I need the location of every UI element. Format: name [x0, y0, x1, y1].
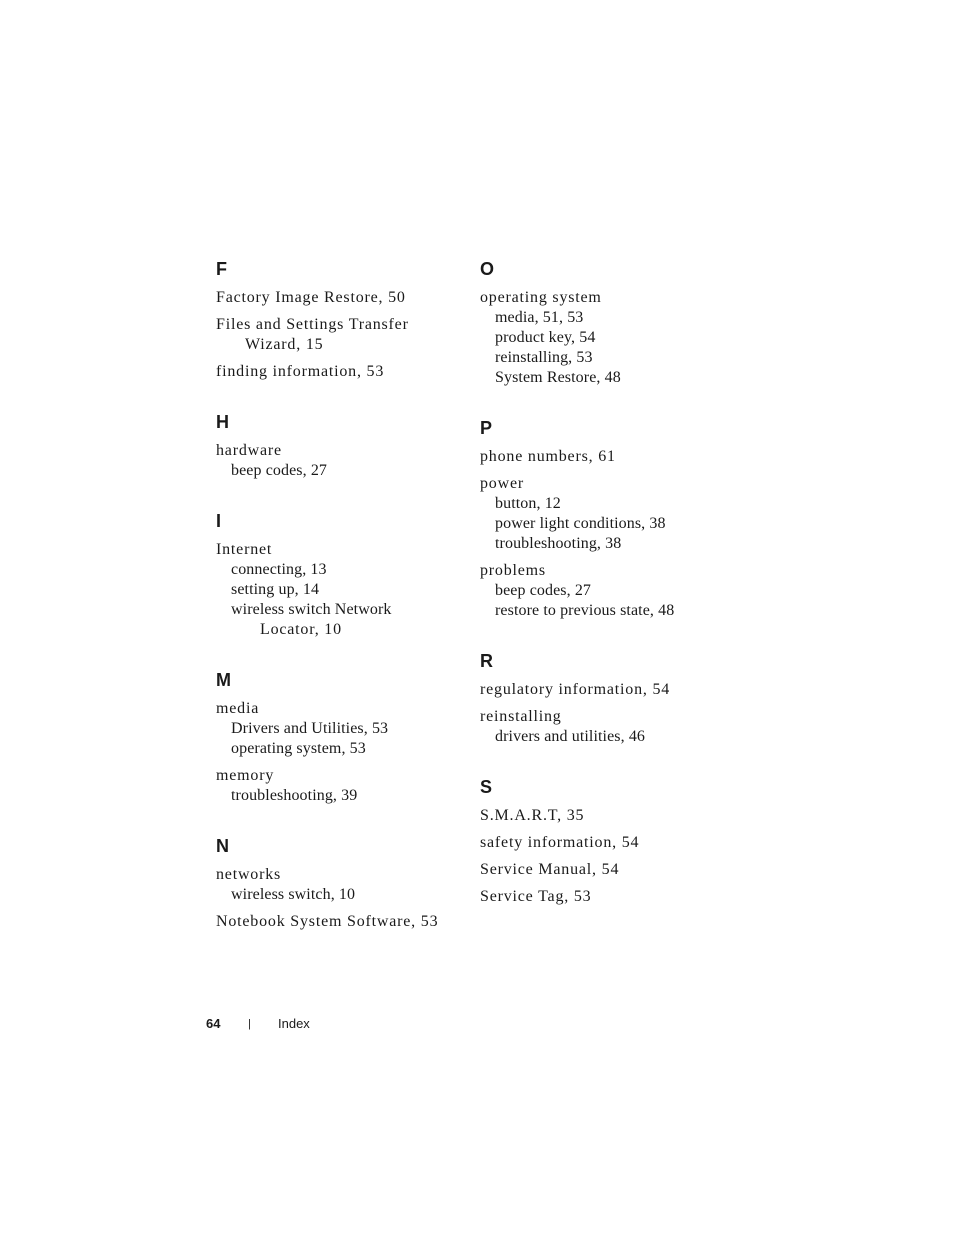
- index-subentry-text: wireless switch Network: [231, 601, 392, 618]
- index-subentry: media, 51, 53: [495, 309, 584, 326]
- index-term: reinstalling: [480, 708, 562, 725]
- index-subentry: beep codes, 27: [495, 582, 592, 599]
- index-term: Factory Image Restore, 50: [216, 289, 406, 306]
- index-term: Internet: [216, 541, 273, 558]
- index-term: Files and Settings Transfer: [216, 316, 409, 333]
- footer-separator: |: [248, 1018, 251, 1030]
- index-subentry: button, 12: [495, 495, 561, 512]
- index-column-left: [216, 259, 456, 962]
- index-subentry: power light conditions, 38: [495, 515, 666, 532]
- index-section: [480, 259, 720, 388]
- index-term: hardware: [216, 442, 282, 459]
- footer-label: Index: [278, 1016, 310, 1031]
- index-section: [216, 670, 456, 806]
- index-term: media: [216, 700, 260, 717]
- index-entry: [480, 887, 720, 907]
- section-letter: M: [216, 670, 231, 690]
- index-entry: [480, 680, 720, 700]
- index-term: Service Tag, 53: [480, 888, 592, 905]
- page-number: 64: [206, 1016, 221, 1031]
- index-subentry: reinstalling, 53: [495, 349, 593, 366]
- section-letter: R: [480, 651, 493, 671]
- index-entry: [216, 699, 456, 759]
- index-term: S.M.A.R.T, 35: [480, 807, 585, 824]
- index-subentry: System Restore, 48: [495, 369, 621, 386]
- index-section: [216, 259, 456, 382]
- index-entry: [216, 912, 456, 932]
- index-term: finding information, 53: [216, 363, 385, 380]
- index-entry: [216, 540, 456, 640]
- index-subentry: troubleshooting, 39: [231, 787, 358, 804]
- index-entry: [480, 474, 720, 554]
- index-section: [216, 412, 456, 481]
- index-section: [480, 418, 720, 621]
- index-subentry: beep codes, 27: [231, 462, 328, 479]
- index-section: [480, 651, 720, 747]
- index-subentry: Drivers and Utilities, 53: [231, 720, 389, 737]
- index-term: Service Manual, 54: [480, 861, 620, 878]
- index-entry: [216, 315, 456, 355]
- section-letter: O: [480, 259, 495, 279]
- index-entry: [480, 561, 720, 621]
- index-term: operating system: [480, 289, 602, 306]
- index-subentry: connecting, 13: [231, 561, 327, 578]
- index-section: [216, 511, 456, 640]
- index-subentry-continuation: Locator, 10: [260, 621, 342, 638]
- index-subentry: setting up, 14: [231, 581, 320, 598]
- section-letter: F: [216, 259, 227, 279]
- index-term: networks: [216, 866, 282, 883]
- index-section: [480, 777, 720, 907]
- section-letter: H: [216, 412, 229, 432]
- index-subentry: operating system, 53: [231, 740, 366, 757]
- index-subentry: drivers and utilities, 46: [495, 728, 646, 745]
- section-letter: S: [480, 777, 493, 797]
- index-subentry: product key, 54: [495, 329, 596, 346]
- index-term: Notebook System Software, 53: [216, 913, 439, 930]
- section-letter: N: [216, 836, 229, 856]
- index-section: [216, 836, 456, 932]
- index-term: phone numbers, 61: [480, 448, 616, 465]
- index-subentry: [216, 600, 456, 640]
- section-letter: I: [216, 511, 222, 531]
- index-term: regulatory information, 54: [480, 681, 671, 698]
- index-term: power: [480, 475, 524, 492]
- index-entry: [216, 766, 456, 806]
- index-entry: [480, 860, 720, 880]
- section-letter: P: [480, 418, 493, 438]
- index-subentry: restore to previous state, 48: [495, 602, 675, 619]
- index-subentry: wireless switch, 10: [231, 886, 356, 903]
- index-entry: [480, 447, 720, 467]
- index-entry: [480, 833, 720, 853]
- index-term: safety information, 54: [480, 834, 640, 851]
- index-subentry: troubleshooting, 38: [495, 535, 622, 552]
- index-entry: [480, 806, 720, 826]
- index-entry: [216, 362, 456, 382]
- index-column-right: [480, 259, 720, 937]
- index-entry: [216, 441, 456, 481]
- index-term-continuation: Wizard, 15: [245, 336, 324, 353]
- index-entry: [216, 865, 456, 905]
- index-entry: [480, 288, 720, 388]
- index-entry: [216, 288, 456, 308]
- index-term: problems: [480, 562, 546, 579]
- index-term: memory: [216, 767, 275, 784]
- index-entry: [480, 707, 720, 747]
